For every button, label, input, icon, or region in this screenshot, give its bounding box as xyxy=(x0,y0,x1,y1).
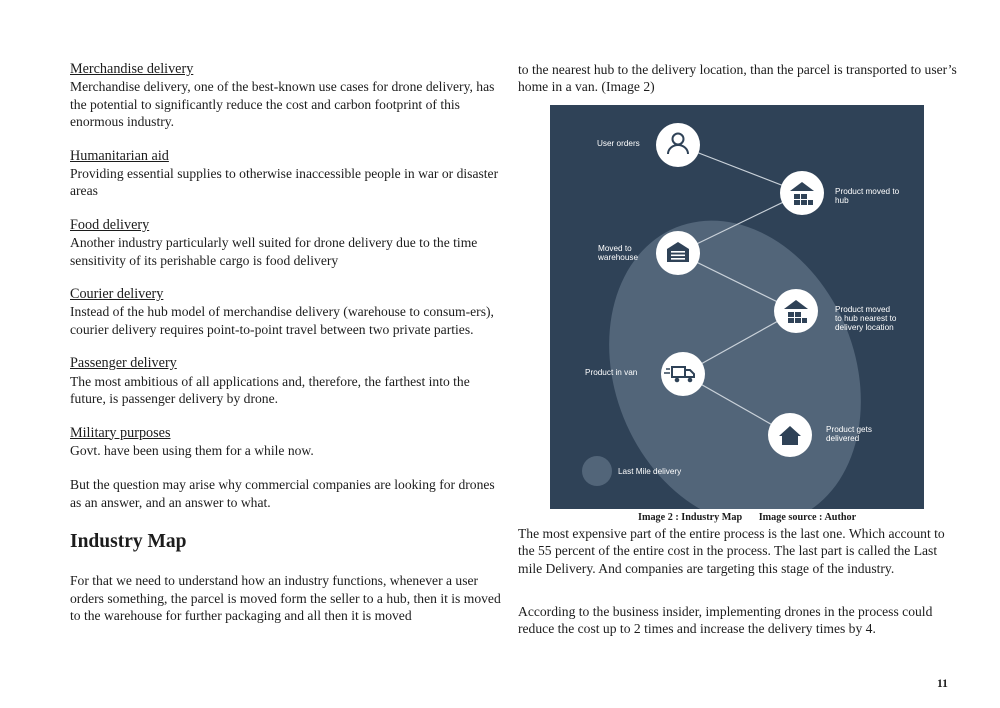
section-title: Courier delivery xyxy=(70,286,164,303)
step-label-user-orders: User orders xyxy=(597,138,640,148)
caption-image: Image 2 : Industry Map xyxy=(638,511,743,523)
section-merchandise-delivery xyxy=(70,61,502,131)
garage-door-icon xyxy=(656,231,700,275)
step-label-hub: Product moved to hub xyxy=(835,186,900,206)
step-label-delivered: Product gets delivered xyxy=(826,424,872,444)
industry-map-intro: For that we need to understand how an industry functions, whenever a user orders something, the parcel is moved form the seller to a hub, then it is moved to the warehouse for further packaging and all then it is moved xyxy=(70,573,501,623)
last-mile-paragraph: The most expensive part of the entire process is the last one. Which account to the 55 percent of the entire cost in the process. The last part is called the Last mile Delivery. And companies are targeting this stage of the industry. xyxy=(518,525,945,576)
section-title: Food delivery xyxy=(70,216,150,233)
right-column xyxy=(518,61,958,638)
figure-caption xyxy=(518,512,958,524)
question-paragraph: But the question may arise why commercial companies are looking for drones as an answer, and an answer to what. xyxy=(70,477,495,510)
industry-map-heading: Industry Map xyxy=(70,531,187,553)
left-column xyxy=(70,61,502,624)
section-passenger-delivery xyxy=(70,355,502,407)
step-label-hub-nearest: Product moved to hub nearest to delivery location xyxy=(835,304,897,333)
step-label-van: Product in van xyxy=(585,367,638,377)
section-humanitarian-aid xyxy=(70,148,502,200)
section-text: Instead of the hub model of merchandise delivery (warehouse to consum-ers), courier delivery requires point-to-point travel between two private parties. xyxy=(70,304,494,337)
step-label-warehouse: Moved to warehouse xyxy=(598,243,639,263)
house-icon xyxy=(768,413,812,457)
section-text: The most ambitious of all applications and, therefore, the farthest into the future, is passenger delivery by drone. xyxy=(70,373,470,407)
caption-source: Image source : Author xyxy=(758,511,857,523)
section-title: Military purposes xyxy=(70,424,171,441)
page-number: 11 xyxy=(937,678,948,690)
section-military-purposes xyxy=(70,425,502,460)
warehouse-boxes-icon xyxy=(780,171,824,215)
section-text: Govt. have been using them for a while now. xyxy=(70,442,314,458)
user-icon xyxy=(656,123,700,167)
continued-paragraph: to the nearest hub to the delivery location, than the parcel is transported to user’s home in a van. (Image 2) xyxy=(518,62,957,95)
warehouse-boxes-icon xyxy=(774,289,818,333)
section-text: Providing essential supplies to otherwise inaccessible people in war or disaster areas xyxy=(70,166,499,199)
business-insider-paragraph: According to the business insider, implementing drones in the process could reduce the cost up to 2 times and increase the delivery times by 4. xyxy=(518,604,933,637)
section-courier-delivery xyxy=(70,286,502,338)
truck-icon xyxy=(661,352,705,396)
section-text: Merchandise delivery, one of the best-known use cases for drone delivery, has the potential to significantly reduce the cost and carbon footprint of this enormous industry. xyxy=(70,79,495,130)
industry-map-figure xyxy=(550,105,924,509)
section-title: Merchandise delivery xyxy=(70,61,194,77)
section-text: Another industry particularly well suited for drone delivery due to the time sensitivity of its perishable cargo is food delivery xyxy=(70,235,478,268)
legend-label: Last Mile delivery xyxy=(618,466,682,476)
section-title: Passenger delivery xyxy=(70,355,177,372)
legend-swatch xyxy=(582,456,612,486)
section-food-delivery xyxy=(70,217,502,269)
section-title: Humanitarian aid xyxy=(70,147,169,164)
